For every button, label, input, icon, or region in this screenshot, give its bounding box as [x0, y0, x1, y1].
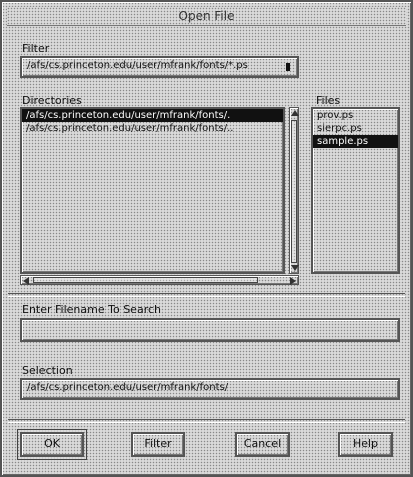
directory-list-item[interactable]: /afs/cs.princeton.edu/user/mfrank/fonts/.	[22, 109, 283, 122]
scroll-down-arrow-icon[interactable]	[291, 265, 299, 271]
directories-vertical-scroll-thumb[interactable]	[291, 120, 297, 263]
pattern-label: Enter Filename To Search	[22, 303, 161, 316]
file-list-item[interactable]: sample.ps	[313, 135, 398, 148]
filter-input-value: /afs/cs.princeton.edu/user/mfrank/fonts/*.ps	[27, 60, 248, 71]
bottom-separator	[8, 419, 405, 423]
directories-vertical-scrollbar[interactable]	[289, 107, 299, 274]
filter-label: Filter	[22, 42, 50, 55]
directories-horizontal-scroll-thumb[interactable]	[33, 277, 258, 283]
pattern-input[interactable]	[20, 318, 400, 342]
files-list[interactable]	[311, 107, 400, 274]
files-label: Files	[316, 94, 341, 107]
help-button[interactable]: Help	[338, 432, 393, 457]
top-separator	[8, 293, 405, 297]
filter-button[interactable]: Filter	[131, 432, 185, 457]
text-cursor-icon	[286, 63, 290, 71]
dialog-title: Open File	[7, 7, 406, 26]
directory-list-item[interactable]: /afs/cs.princeton.edu/user/mfrank/fonts/..	[26, 123, 234, 134]
selection-label: Selection	[22, 364, 73, 377]
scroll-up-arrow-icon[interactable]	[291, 110, 299, 116]
filter-input[interactable]	[20, 56, 299, 78]
file-list-item[interactable]: prov.ps	[317, 110, 354, 121]
ok-button[interactable]: OK	[20, 432, 84, 457]
cancel-button[interactable]: Cancel	[235, 432, 290, 457]
selection-input-value: /afs/cs.princeton.edu/user/mfrank/fonts/	[27, 382, 229, 393]
directories-horizontal-scrollbar[interactable]	[20, 275, 299, 285]
directories-list[interactable]	[20, 107, 285, 274]
directories-label: Directories	[22, 94, 82, 107]
file-list-item[interactable]: sierpc.ps	[317, 123, 362, 134]
scroll-right-arrow-icon[interactable]	[290, 277, 296, 285]
scroll-left-arrow-icon[interactable]	[23, 277, 29, 285]
selection-input[interactable]	[20, 378, 400, 400]
